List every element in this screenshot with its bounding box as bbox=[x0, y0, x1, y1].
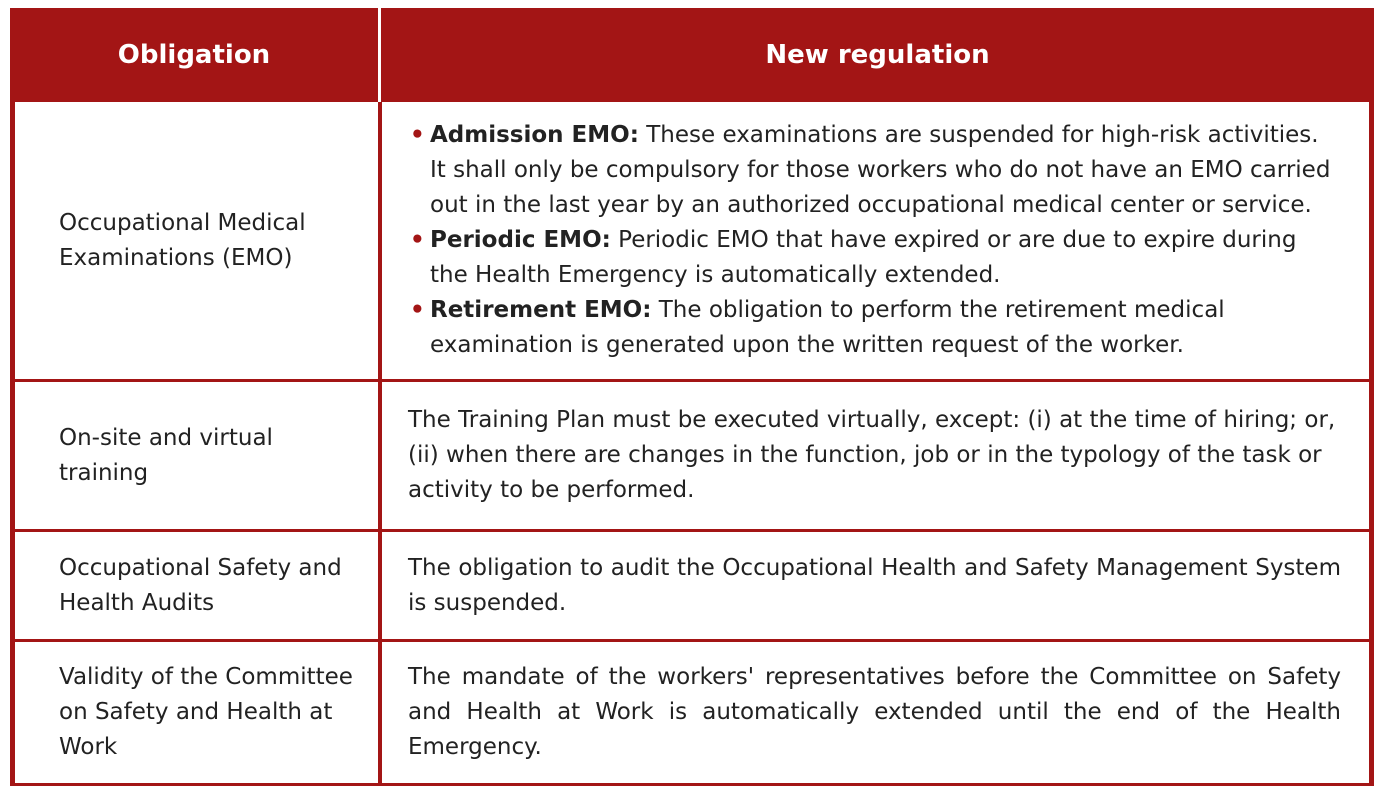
header-obligation: Obligation bbox=[117, 40, 271, 70]
bullet-icon: • bbox=[410, 297, 425, 323]
list-item bbox=[408, 223, 1341, 293]
bullet-icon: • bbox=[410, 227, 425, 253]
row-2-regulation bbox=[382, 382, 1369, 529]
emo-bullet-list bbox=[408, 118, 1341, 363]
list-item bbox=[408, 118, 1341, 223]
table-header bbox=[10, 8, 1374, 102]
item-term: Retirement EMO: bbox=[430, 297, 652, 323]
row-4-obligation bbox=[15, 642, 378, 783]
item-term: Admission EMO: bbox=[430, 122, 639, 148]
regulation-text: The mandate of the workers' representatives before the Committee on Safety and Health at Work is automatically extended until the end of the Health Emergency. bbox=[408, 664, 1341, 760]
regulation-text: The obligation to audit the Occupational Health and Safety Management System is suspended. bbox=[408, 554, 1341, 616]
item-text: Periodic EMO that have expired or are due to expire during the Health Emergency is automatically extended. bbox=[430, 227, 1297, 288]
obligation-text: Validity of the Committee on Safety and Health at Work bbox=[59, 664, 353, 760]
bullet-icon: • bbox=[410, 122, 425, 148]
row-4-regulation bbox=[382, 642, 1369, 783]
regulation-text: The Training Plan must be executed virtually, except: (i) at the time of hiring; or, (ii) when there are changes in the function, job or in the typology of the task or activity to be performed. bbox=[408, 407, 1336, 503]
item-text: The obligation to perform the retirement medical examination is generated upon the written request of the worker. bbox=[430, 297, 1225, 358]
obligation-text: On-site and virtual training bbox=[59, 424, 273, 486]
row-2-obligation bbox=[15, 382, 378, 529]
obligation-text: Occupational Safety and Health Audits bbox=[59, 554, 342, 616]
row-3-obligation bbox=[15, 532, 378, 639]
obligation-text: Occupational Medical Examinations (EMO) bbox=[59, 209, 306, 271]
item-text: These examinations are suspended for high-risk activities. It shall only be compulsory for those workers who do not have an EMO carried out in the last year by an authorized occupational medical center or service. bbox=[430, 122, 1331, 218]
row-1-obligation bbox=[15, 102, 378, 379]
regulation-table bbox=[10, 8, 1374, 786]
header-new-regulation: New regulation bbox=[765, 40, 990, 70]
row-3-regulation bbox=[382, 532, 1369, 639]
list-item bbox=[408, 293, 1341, 363]
row-1-regulation bbox=[382, 102, 1369, 379]
item-term: Periodic EMO: bbox=[430, 227, 611, 253]
